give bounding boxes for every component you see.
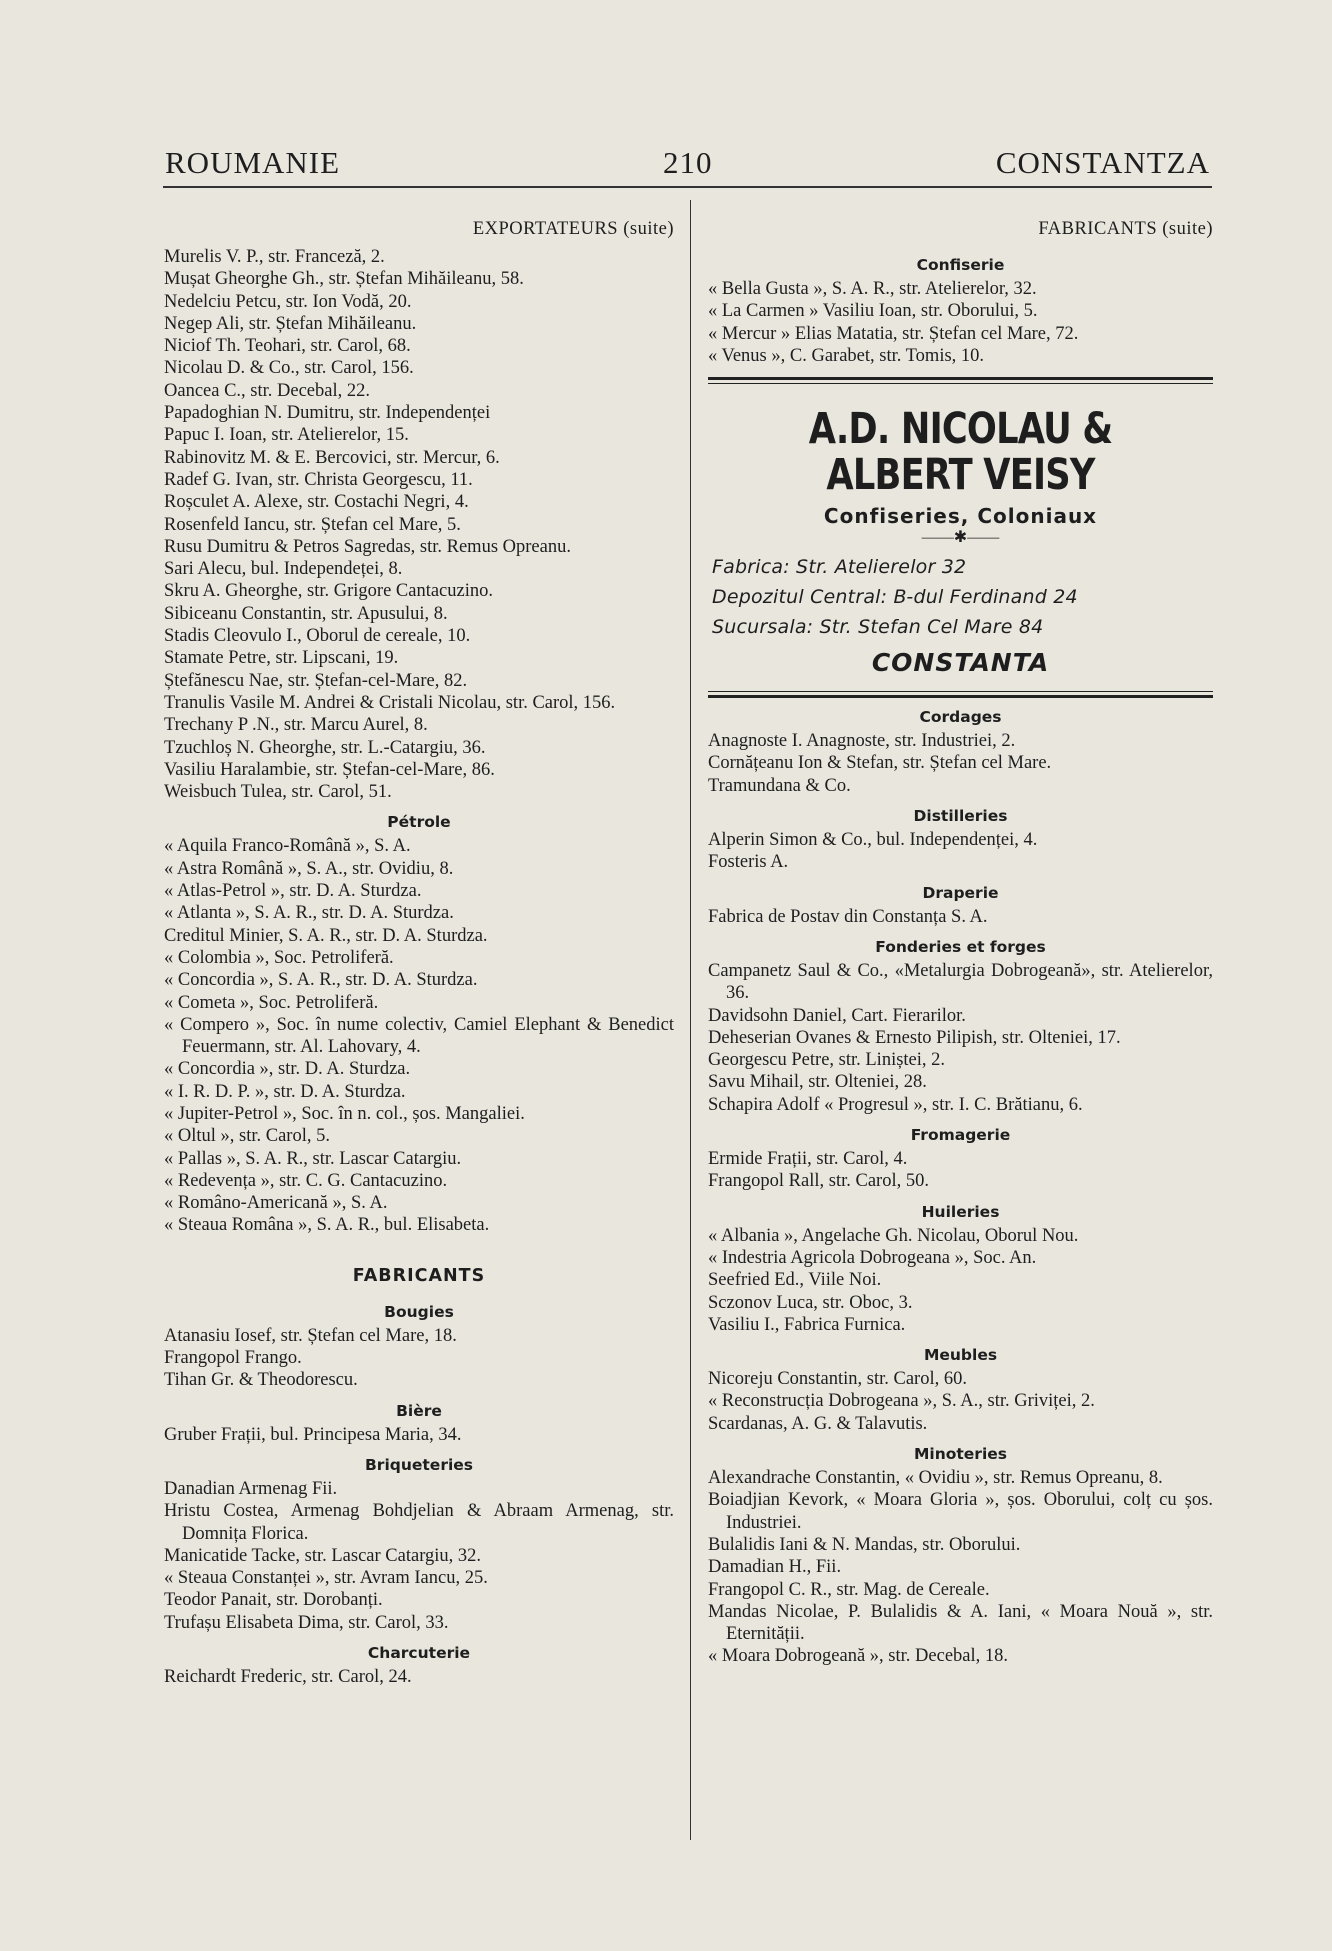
directory-entry: Vasiliu I., Fabrica Furnica. <box>708 1314 906 1335</box>
directory-entry: Boiadjian Kevork, « Moara Gloria », șos. Oborului, colț cu șos. Industriei. <box>708 1490 1213 1533</box>
fromagerie-list <box>708 1148 1213 1193</box>
subheading-minoteries: Minoteries <box>913 1445 1008 1464</box>
directory-entry: Bulalidis Iani & N. Mandas, str. Oborului. <box>708 1534 1021 1555</box>
directory-entry: Scardanas, A. G. & Talavutis. <box>708 1413 928 1434</box>
directory-entry: Oancea C., str. Decebal, 22. <box>164 380 370 401</box>
confiserie-list <box>708 278 1213 367</box>
directory-entry: Cornățeanu Ion & Stefan, str. Ștefan cel Mare. <box>708 753 1052 774</box>
directory-entry: Trechany P .N., str. Marcu Aurel, 8. <box>164 715 428 736</box>
directory-entry: Negep Ali, str. Ștefan Mihăileanu. <box>164 313 417 334</box>
directory-entry: « Aquila Franco-Română », S. A. <box>164 836 411 857</box>
directory-entry: Skru A. Gheorghe, str. Grigore Cantacuzino. <box>164 581 493 602</box>
subheading-confiserie: Confiserie <box>916 256 1005 274</box>
directory-entry: Davidsohn Daniel, Cart. Fierarilor. <box>708 1005 966 1026</box>
directory-entry: « Mercur » Elias Matatia, str. Ștefan cel Mare, 72. <box>708 323 1079 344</box>
distilleries-list <box>708 829 1213 874</box>
subheading-cordages: Cordages <box>919 708 1002 727</box>
subheading-biere: Bière <box>396 1401 442 1420</box>
header-rule <box>163 186 1212 188</box>
cordages-list <box>708 730 1213 797</box>
directory-entry: Trufașu Elisabeta Dima, str. Carol, 33. <box>164 1612 449 1633</box>
directory-entry: Vasiliu Haralambie, str. Ștefan-cel-Mare, 86. <box>164 759 495 780</box>
directory-entry: « Atlas-Petrol », str. D. A. Sturdza. <box>164 881 422 902</box>
directory-entry: « Moara Dobrogeană », str. Decebal, 18. <box>708 1646 1009 1667</box>
subheading-huileries: Huileries <box>921 1202 1000 1221</box>
directory-entry: « La Carmen » Vasiliu Ioan, str. Oborului, 5. <box>708 301 1038 322</box>
directory-entry: Hristu Costea, Armenag Bohdjelian & Abraam Armenag, str. Domnița Florica. <box>164 1501 674 1544</box>
ad-company-name: A.D. NICOLAU & ALBERT VEISY <box>808 404 1113 501</box>
directory-entry: Roșculet A. Alexe, str. Costachi Negri, 4. <box>164 492 469 513</box>
directory-entry: Anagnoste I. Anagnoste, str. Industriei, 2. <box>708 731 1016 752</box>
directory-entry: Atanasiu Iosef, str. Ștefan cel Mare, 18. <box>164 1325 457 1346</box>
directory-entry: Rabinovitz M. & E. Bercovici, str. Mercur, 6. <box>164 447 500 468</box>
ad-branch-address: Sucursala: Str. Stefan Cel Mare 84 <box>712 616 1044 639</box>
ad-top-rule <box>708 377 1213 380</box>
directory-entry: Sibiceanu Constantin, str. Apusului, 8. <box>164 603 448 624</box>
huileries-list <box>708 1225 1213 1336</box>
directory-entry: Nedelciu Petcu, str. Ion Vodă, 20. <box>164 291 412 312</box>
directory-entry: « Steaua Româna », S. A. R., bul. Elisabeta. <box>164 1215 490 1236</box>
subheading-fromagerie: Fromagerie <box>910 1126 1011 1145</box>
directory-entry: Fosteris A. <box>708 852 789 873</box>
directory-entry: « Steaua Constanței », str. Avram Iancu, 25. <box>164 1568 488 1589</box>
directory-entry: « Pallas », S. A. R., str. Lascar Catargiu. <box>164 1148 462 1169</box>
subheading-draperie: Draperie <box>922 883 999 902</box>
section-heading-exportateurs: EXPORTATEURS (suite) <box>472 219 674 239</box>
bougies-list <box>164 1325 674 1392</box>
directory-entry: Mușat Gheorghe Gh., str. Ștefan Mihăileanu, 58. <box>164 269 524 290</box>
directory-entry: « Oltul », str. Carol, 5. <box>164 1126 330 1147</box>
ad-factory-address: Fabrica: Str. Atelierelor 32 <box>712 556 967 579</box>
directory-entry: Murelis V. P., str. Franceză, 2. <box>164 247 385 267</box>
directory-entry: Tranulis Vasile M. Andrei & Cristali Nicolau, str. Carol, 156. <box>164 692 616 713</box>
directory-entry: Radef G. Ivan, str. Christa Georgescu, 11. <box>164 469 473 490</box>
directory-entry: Campanetz Saul & Co., «Metalurgia Dobrogeană», str. Atelierelor, 36. <box>708 960 1213 1004</box>
directory-entry: Georgescu Petre, str. Liniștei, 2. <box>708 1050 946 1071</box>
ad-bottom-rule-thin <box>708 691 1213 692</box>
directory-entry: « Atlanta », S. A. R., str. D. A. Sturdza. <box>164 903 454 924</box>
draperie-list <box>708 906 1213 928</box>
exportateurs-list <box>164 246 674 803</box>
directory-entry: Manicatide Tacke, str. Lascar Catargiu, 32. <box>164 1545 482 1566</box>
meubles-list <box>708 1368 1213 1435</box>
ad-ornament: ——✱—— <box>921 529 1000 547</box>
directory-entry: Papadoghian N. Dumitru, str. Independenței <box>164 403 491 424</box>
directory-entry: Fabrica de Postav din Constanța S. A. <box>708 906 988 927</box>
directory-entry: Damadian H., Fii. <box>708 1557 842 1578</box>
subheading-bougies: Bougies <box>384 1302 454 1321</box>
directory-entry: « Venus », C. Garabet, str. Tomis, 10. <box>708 345 985 366</box>
directory-entry: Frangopol C. R., str. Mag. de Cereale. <box>708 1579 990 1600</box>
left-column <box>164 212 674 1688</box>
subheading-distilleries: Distilleries <box>913 807 1008 826</box>
directory-entry: « Cometa », Soc. Petroliferă. <box>164 992 379 1013</box>
directory-entry: Rosenfeld Iancu, str. Ștefan cel Mare, 5. <box>164 514 461 535</box>
ad-top-rule-thin <box>708 383 1213 384</box>
directory-entry: Ștefănescu Nae, str. Ștefan-cel-Mare, 82. <box>164 670 468 691</box>
charcuterie-list <box>164 1666 674 1688</box>
biere-list <box>164 1424 674 1446</box>
directory-entry: Rusu Dumitru & Petros Sagredas, str. Remus Opreanu. <box>164 536 571 557</box>
directory-entry: Tramundana & Co. <box>708 775 851 796</box>
subheading-charcuterie: Charcuterie <box>367 1644 471 1663</box>
directory-entry: Gruber Frații, bul. Principesa Maria, 34. <box>164 1424 462 1445</box>
ad-subtitle: Confiseries, Coloniaux <box>823 504 1098 529</box>
column-divider <box>690 200 691 1840</box>
directory-entry: « Româno-Americană », S. A. <box>164 1193 388 1214</box>
page-number: 210 <box>663 145 713 180</box>
directory-entry: « Reconstrucția Dobrogeana », S. A., str. Griviței, 2. <box>708 1391 1095 1412</box>
directory-entry: « Albania », Angelache Gh. Nicolau, Oborul Nou. <box>708 1225 1079 1246</box>
subheading-fonderies: Fonderies et forges <box>875 937 1046 956</box>
section-heading-fabricants-suite: FABRICANTS (suite) <box>1038 219 1213 239</box>
ad-bottom-rule <box>708 695 1213 698</box>
directory-entry: Danadian Armenag Fii. <box>164 1478 338 1499</box>
directory-entry: Stamate Petre, str. Lipscani, 19. <box>164 648 399 669</box>
directory-entry: Niciof Th. Teohari, str. Carol, 68. <box>164 336 411 357</box>
directory-entry: Savu Mihail, str. Olteniei, 28. <box>708 1072 927 1093</box>
directory-entry: Alexandrache Constantin, « Ovidiu », str. Remus Opreanu, 8. <box>708 1468 1163 1489</box>
header-country: ROUMANIE <box>165 145 341 180</box>
directory-entry: Tihan Gr. & Theodorescu. <box>164 1370 358 1391</box>
right-column <box>708 212 1213 1668</box>
directory-entry: « Astra Română », S. A., str. Ovidiu, 8. <box>164 858 454 879</box>
directory-entry: Sari Alecu, bul. Independeței, 8. <box>164 559 403 580</box>
directory-entry: Frangopol Rall, str. Carol, 50. <box>708 1171 929 1192</box>
directory-entry: Mandas Nicolae, P. Bulalidis & A. Iani, « Moara Nouă », str. Eternității. <box>708 1601 1213 1645</box>
directory-entry: Nicoreju Constantin, str. Carol, 60. <box>708 1369 967 1390</box>
subheading-briqueteries: Briqueteries <box>364 1455 474 1474</box>
directory-entry: « Indestria Agricola Dobrogeana », Soc. An. <box>708 1247 1037 1268</box>
subheading-petrole: Pétrole <box>387 813 451 832</box>
directory-entry: Stadis Cleovulo I., Oborul de cereale, 10. <box>164 626 471 647</box>
directory-entry: Ermide Frații, str. Carol, 4. <box>708 1149 908 1170</box>
directory-entry: Deheserian Ovanes & Ernesto Pilipish, str. Olteniei, 17. <box>708 1027 1121 1048</box>
directory-entry: « Colombia », Soc. Petroliferă. <box>164 947 394 968</box>
ad-depot-address: Depozitul Central: B-dul Ferdinand 24 <box>712 586 1078 609</box>
minoteries-list <box>708 1467 1213 1668</box>
directory-entry: Seefried Ed., Viile Noi. <box>708 1270 882 1291</box>
directory-entry: « Compero », Soc. în nume colectiv, Camiel Elephant & Benedict Feuermann, str. Al. Lahovary, 4. <box>164 1014 674 1058</box>
directory-entry: « I. R. D. P. », str. D. A. Sturdza. <box>164 1081 406 1102</box>
header-city: CONSTANTZA <box>995 145 1210 180</box>
ad-city: CONSTANTA <box>871 648 1050 678</box>
directory-entry: Teodor Panait, str. Dorobanți. <box>164 1590 383 1611</box>
directory-entry: Nicolau D. & Co., str. Carol, 156. <box>164 358 414 379</box>
subheading-meubles: Meubles <box>923 1346 998 1365</box>
fonderies-list <box>708 960 1213 1116</box>
directory-entry: « Concordia », str. D. A. Sturdza. <box>164 1059 411 1080</box>
directory-entry: Frangopol Frango. <box>164 1348 302 1369</box>
advertisement-box <box>708 377 1213 698</box>
directory-entry: Reichardt Frederic, str. Carol, 24. <box>164 1667 412 1688</box>
directory-entry: Alperin Simon & Co., bul. Independenței, 4. <box>708 830 1038 851</box>
directory-entry: « Redevența », str. C. G. Cantacuzino. <box>164 1170 448 1191</box>
directory-entry: Tzuchloș N. Gheorghe, str. L.-Catargiu, 36. <box>164 737 486 758</box>
directory-entry: « Concordia », S. A. R., str. D. A. Sturdza. <box>164 970 478 991</box>
section-heading-fabricants: FABRICANTS <box>352 1265 486 1286</box>
directory-entry: Weisbuch Tulea, str. Carol, 51. <box>164 782 392 803</box>
directory-entry: « Jupiter-Petrol », Soc. în n. col., șos. Mangaliei. <box>164 1103 525 1124</box>
directory-entry: Sczonov Luca, str. Oboc, 3. <box>708 1292 913 1313</box>
briqueteries-list <box>164 1478 674 1634</box>
directory-entry: Papuc I. Ioan, str. Atelierelor, 15. <box>164 425 409 446</box>
directory-entry: Creditul Minier, S. A. R., str. D. A. Sturdza. <box>164 925 488 946</box>
directory-entry: Schapira Adolf « Progresul », str. I. C. Brătianu, 6. <box>708 1094 1083 1115</box>
directory-entry: « Bella Gusta », S. A. R., str. Atelierelor, 32. <box>708 279 1037 299</box>
petrole-list <box>164 835 674 1236</box>
